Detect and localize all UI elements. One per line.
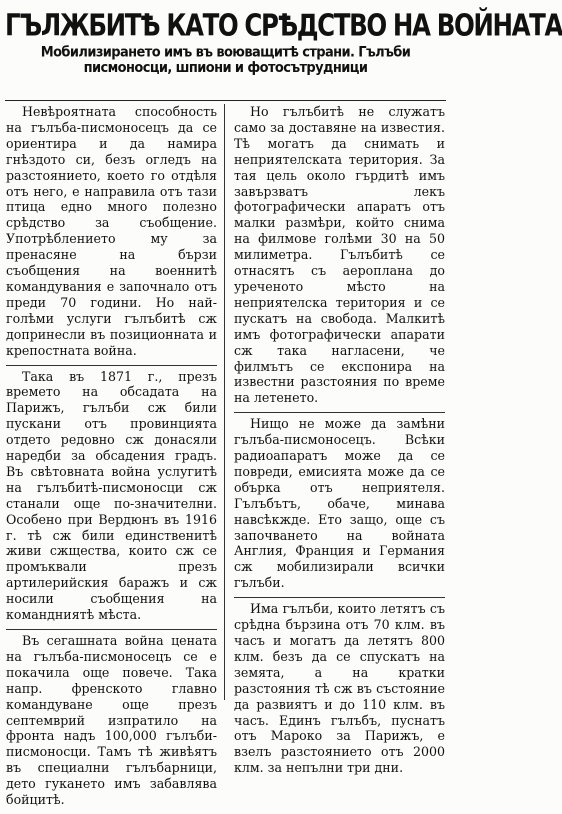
paragraph-speed: Има гълъби, които летятъ съ срѣдна бързина отъ 70 клм. въ часъ и могатъ да летятъ 800 клм. безъ да се спускатъ на земята, а на кратки разстояния тѣ сж въ състояние да развиятъ и до 110 клм. въ часъ. Единъ гълъбъ, пуснатъ отъ Мароко за Парижъ, е взелъ разстоянието отъ 2000 клм. за непълни три дни. — [234, 597, 445, 776]
paragraph-irreplaceable: Нищо не може да замѣни гълъба-писмоносецъ. Всѣки радиоапаратъ може да се повреди, емисията може да се обърка отъ неприятеля. Гълъбътъ, обаче, минава навсѣкжде. Ето защо, още съ започването на войната Англия, Франция и Германия сж мобилизирали всички гълъби. — [234, 412, 445, 591]
paragraph-paris-siege: Така въ 1871 г., презъ времето на обсадата на Парижъ, гълъби сж били пускани отъ провинцията отдето редовно сж донасяли наредби за обсадения градъ. Въ свѣтовната война услугитѣ на гълъбитѣ-писмоносци сж станали още по-значителни. Особено при Вердюнъ въ 1916 г. тѣ сж били единственитѣ живи сжщества, които сж се промъквали презъ артилерийския баражъ и сж носили съобщения на командниятѣ мѣста. — [6, 365, 217, 624]
paragraph-pigeon-orientation: Невѣроятната способность на гълъба-писмоносецъ да се ориентира и да намира гнѣздото си, безъ огледъ на разстоянието, което го отдѣля отъ него, е направила отъ тази птица едно много полезно срѣдство за съобщение. Употрѣблението му за пренасяне на бързи съобщения на военнитѣ командувания е започнало отъ преди 70 години. Но най-голѣми услуги гълъбитѣ сж допринесли въ позиционната и крепостната война. — [6, 104, 217, 358]
paragraph-current-war: Въ сегашната война цената на гълъба-писмоносецъ се е покачила още повече. Така напр. френското главно командуване още презъ септемврий изпратило на фронта надъ 100,000 гълъби-писмоносци. Тамъ тѣ живѣятъ въ специални гълъбарници, дето гукането имъ забавлява бойцитѣ. — [6, 629, 217, 808]
paragraph-photography: Но гълъбитѣ не служатъ само за доставяне на известия. Тѣ могатъ да снимать и неприятелската територия. За тая цель около гърдитѣ имъ завързватъ лекъ фотографически апаратъ отъ малки размѣри, който снима на филмове голѣми 30 на 50 милиметра. Гълъбитѣ се отнасятъ съ аероплана до уреченото мѣсто на неприятелска територия и се пускатъ на свобода. Малкитѣ имъ фотографически апарати сж така нагласени, че филмътъ се експонира на известни разстояния по време на летенето. — [234, 104, 445, 406]
subheadline: Мобилизирането имъ въ воюващитѣ страни. Гълъби писмоносци, шпиони и фотосътрудници — [40, 44, 411, 77]
headline: ГЪЛЖБИТѢ КАТО СРѢДСТВО НА ВОЙНАТА — [5, 6, 562, 43]
column-divider — [224, 104, 225, 700]
article-body — [5, 104, 446, 808]
right-column — [234, 104, 445, 782]
left-column — [6, 104, 217, 814]
header-rule — [5, 100, 446, 101]
